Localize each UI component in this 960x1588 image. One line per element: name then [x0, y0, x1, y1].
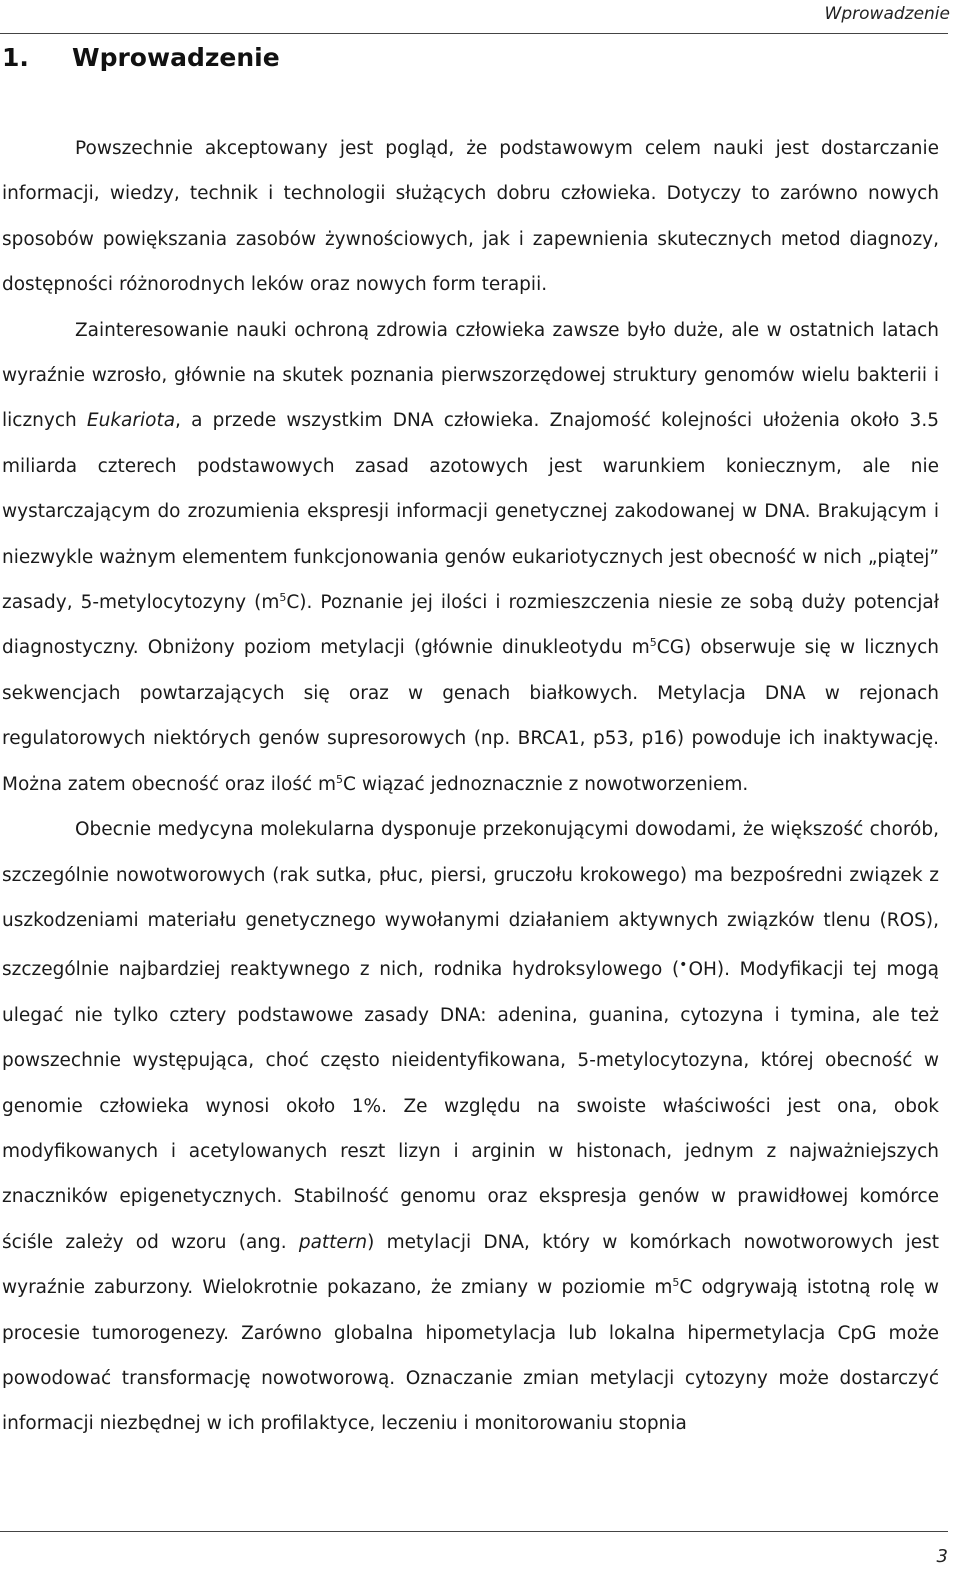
chapter-heading	[2, 43, 280, 72]
superscript: 5	[672, 1276, 680, 1289]
paragraph-3-text: C odgrywają istotną rolę w procesie tumorogenezy. Zarówno globalna hipometylacja lub lokalna hipermetylacja CpG może powodować transformację nowotworową. Oznaczanie zmian metylacji cytozyny może dostarczyć informacji niezbędnej w ich profilaktyce, leczeniu i monitorowaniu stopnia	[2, 1277, 939, 1435]
superscript: 5	[649, 636, 657, 650]
footer-rule	[0, 1531, 948, 1532]
paragraph-2-text: C wiązać jednoznacznie z nowotworzeniem.	[343, 773, 749, 795]
superscript: 5	[336, 772, 344, 786]
paragraph-1: Powszechnie akceptowany jest pogląd, że podstawowym celem nauki jest dostarczanie informacji, wiedzy, technik i technologii służących dobru człowieka. Dotyczy to zarówno nowych sposobów powiększania zasobów żywnościowych, jak i zapewnienia skutecznych metod diagnozy, dostępności różnorodnych leków oraz nowych form terapii.	[2, 138, 939, 296]
paragraph-2-italic: Eukariota	[86, 410, 176, 432]
paragraph-2-text: C). Poznanie jej ilości i rozmieszczenia niesie ze sobą duży potencjał diagnostyczny. Obniżony poziom metylacji (głównie dinukleotydu m	[2, 592, 939, 659]
paragraph-3-text: OH). Modyfikacji tej mogą ulegać nie tylko cztery podstawowe zasady DNA: adenina, guanina, cytozyna i tymina, ale też powszechnie występująca, choć często nieidentyfikowana, 5-metylocytozyna, której obecność w genomie człowieka wynosi około 1%. Ze względu na swoiste właściwości jest ona, obok modyfikowanych i acetylowanych reszt lizyn i arginin w histonach, jednym z najważniejszych znaczników epigenetycznych. Stabilność genomu oraz ekspresja genów w prawidłowej komórce ściśle zależy od wzoru (ang.	[2, 959, 939, 1253]
chapter-title: Wprowadzenie	[72, 43, 280, 72]
running-header: Wprowadzenie	[824, 4, 950, 24]
paragraph-2-text: CG) obserwuje się w licznych sekwencjach powtarzających się oraz w genach białkowych. Metylacja DNA w rejonach regulatorowych niektórych genów supresorowych (np. BRCA1, p53, p16) powoduje ich inaktywację. Można zatem obecność oraz ilość m	[2, 637, 939, 795]
header-rule	[0, 33, 948, 34]
radical-dot: •	[679, 957, 688, 974]
paragraph-3	[2, 807, 939, 1447]
body-text	[2, 126, 939, 1447]
page-number: 3	[936, 1546, 948, 1567]
paragraph-3-text: ) metylacji DNA, który w komórkach nowotworowych jest wyraźnie zaburzony. Wielokrotnie pokazano, że zmiany w poziomie m	[2, 1231, 939, 1299]
paragraph-3-text: Obecnie medycyna molekularna dysponuje przekonującymi dowodami, że większość chorób, szczególnie nowotworowych (rak sutka, płuc, piersi, gruczołu krokowego) ma bezpośredni związek z uszkodzeniami materiału genetycznego wywołanymi działaniem aktywnych związków tlenu (ROS), szczególnie najbardziej reaktywnego z nich, rodnika hydroksylowego (	[2, 819, 939, 981]
chapter-number: 1.	[2, 43, 29, 72]
paragraph-3-italic: pattern	[298, 1231, 368, 1253]
paragraph-2	[2, 308, 939, 807]
paragraph-2-text: Zainteresowanie nauki ochroną zdrowia człowieka zawsze było duże, ale w ostatnich latach wyraźnie wzrosło, głównie na skutek poznania pierwszorzędowej struktury genomów wielu bakterii i licznych	[2, 319, 939, 432]
superscript: 5	[279, 590, 287, 604]
paragraph-2-text: , a przede wszystkim DNA człowieka. Znajomość kolejności ułożenia około 3.5 miliarda czterech podstawowych zasad azotowych jest warunkiem koniecznym, ale nie wystarczającym do zrozumienia ekspresji informacji genetycznej zakodowanej w DNA. Brakującym i niezwykle ważnym elementem funkcjonowania genów eukariotycznych jest obecność w nich „piątej” zasady, 5-metylocytozyny (m	[2, 410, 939, 614]
